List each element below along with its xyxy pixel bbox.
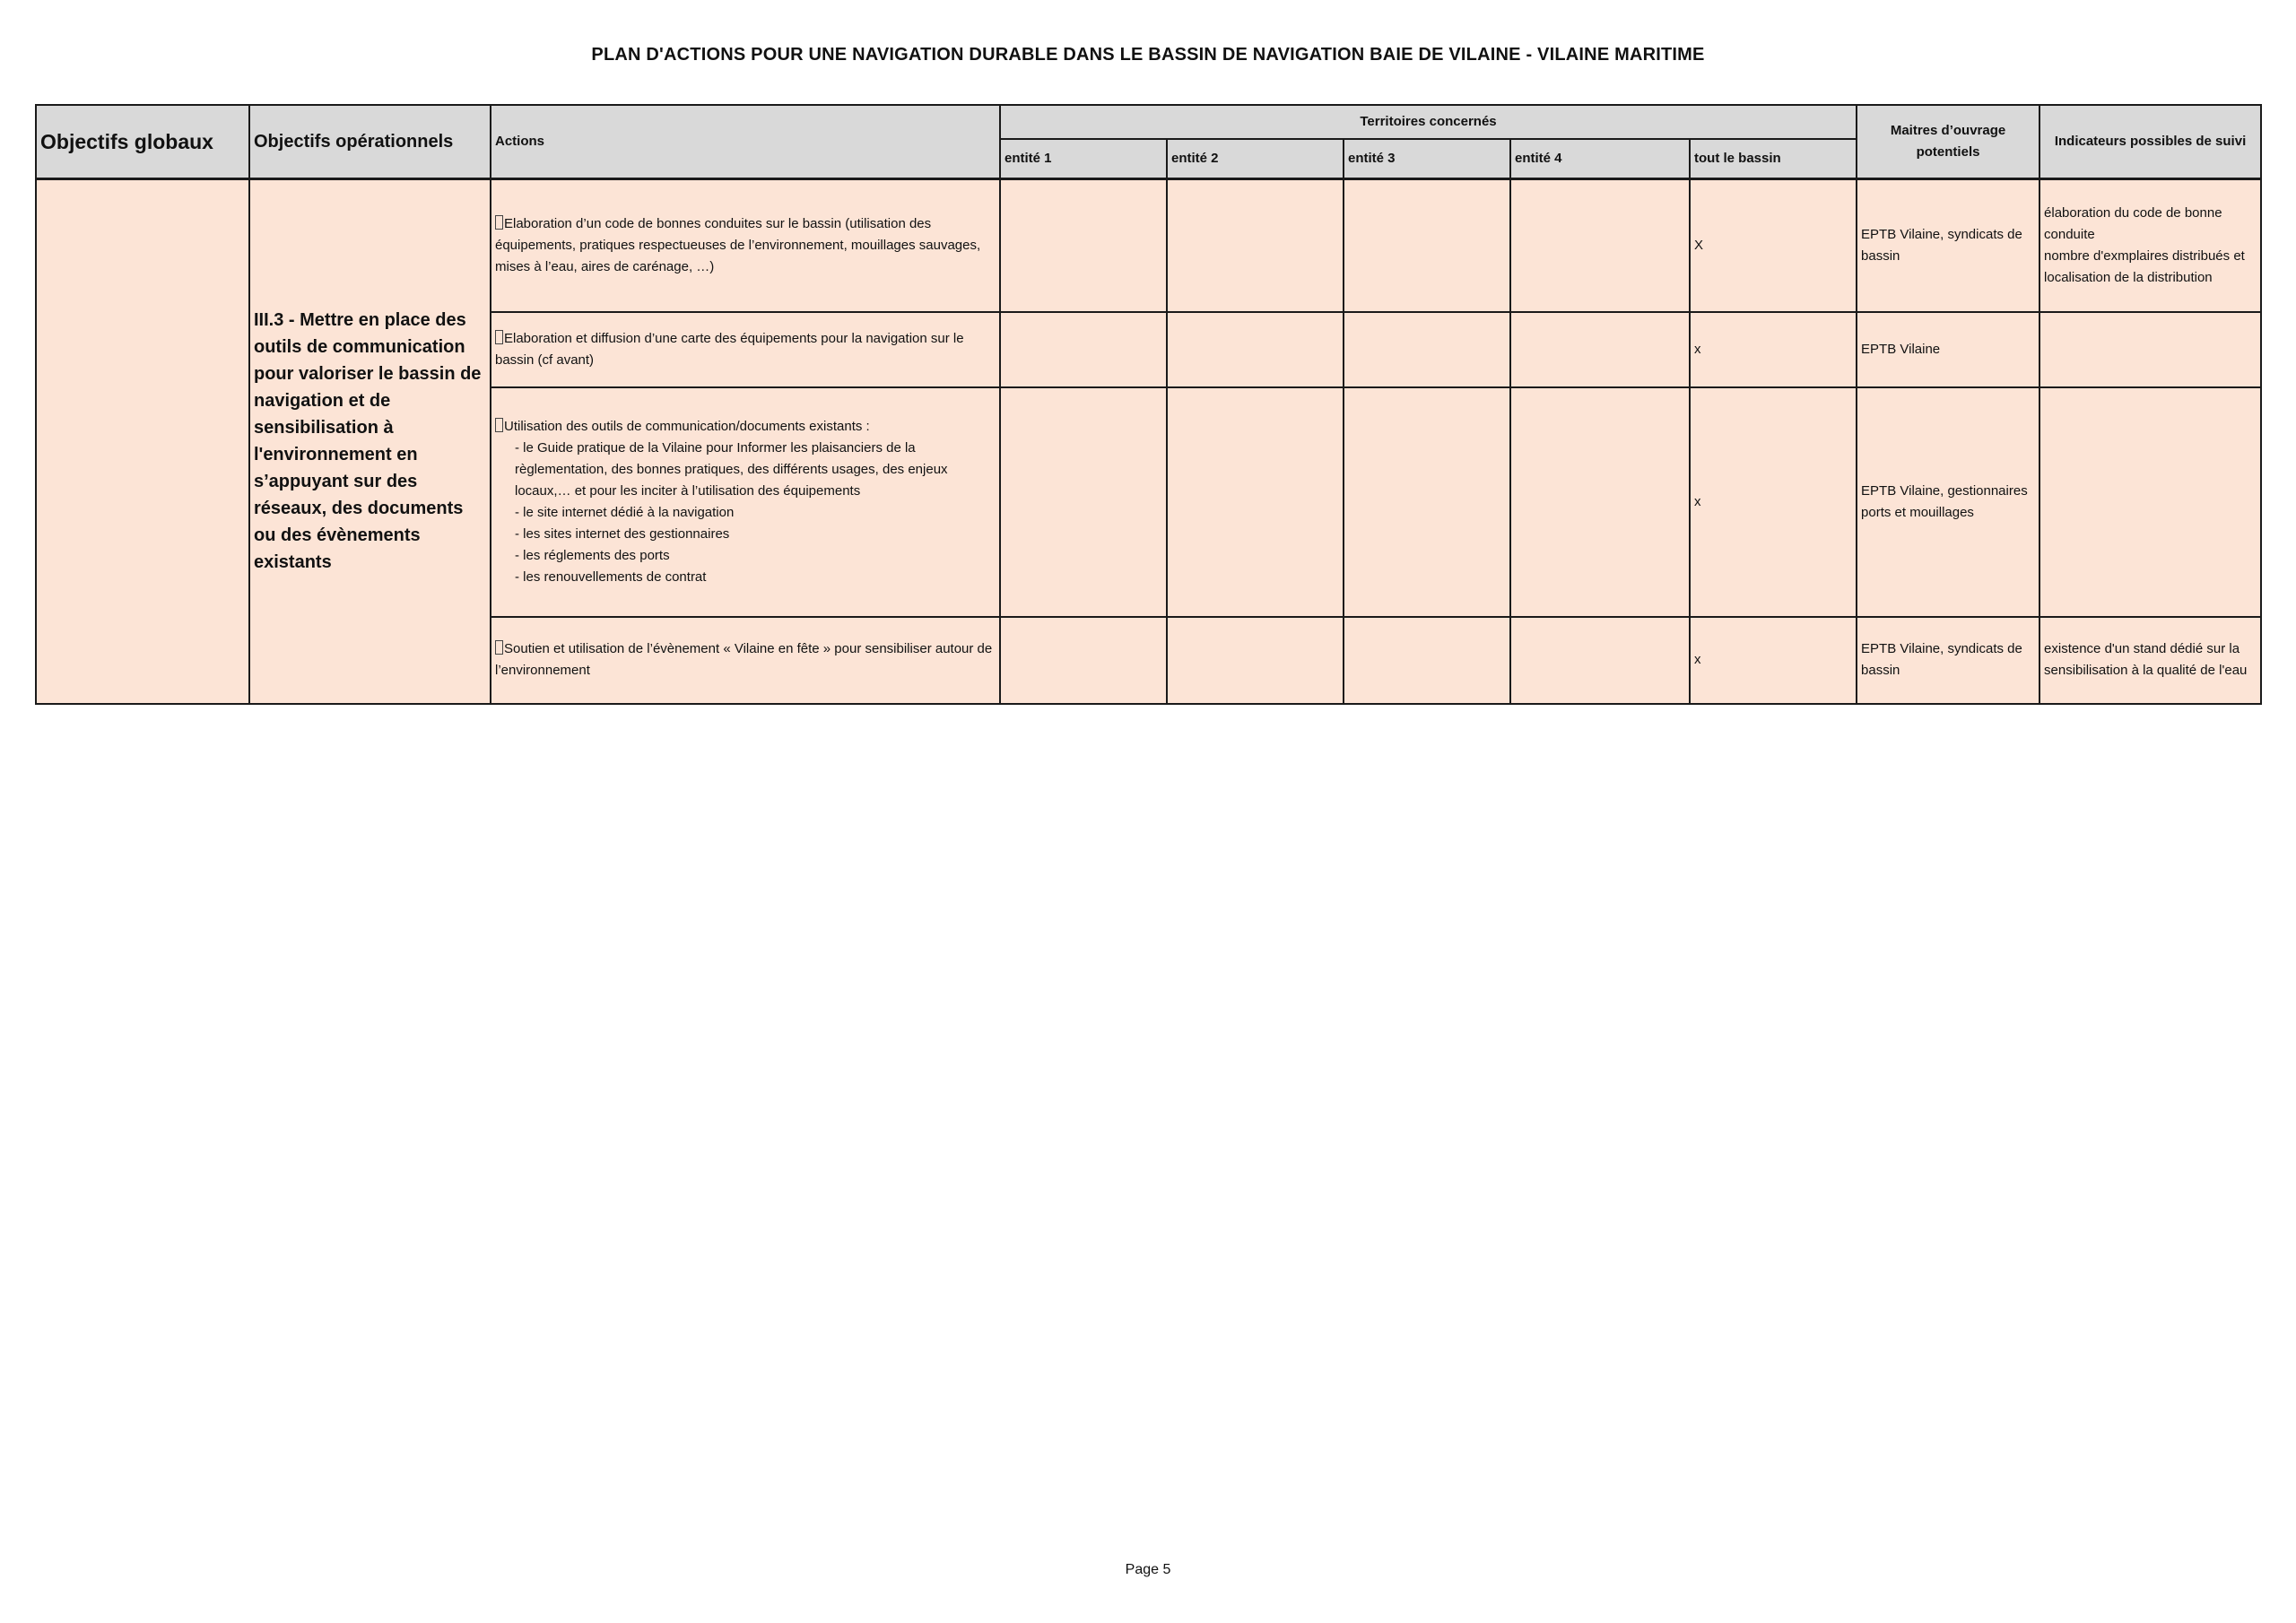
action-plan-table [35,104,2262,705]
indicateurs-cell [2039,387,2261,617]
header-entite-2: entité 2 [1167,139,1344,179]
maitres-cell: EPTB Vilaine, syndicats de bassin [1857,617,2039,704]
header-objectifs-operationnels: Objectifs opérationnels [249,105,491,179]
entite-4-cell [1510,387,1690,617]
header-entite-1: entité 1 [1000,139,1167,179]
maitres-cell: EPTB Vilaine, gestionnaires ports et mouillages [1857,387,2039,617]
indicateurs-cell: élaboration du code de bonne conduite nombre d'exmplaires distribués et localisation de la distribution [2039,179,2261,312]
entite-3-cell [1344,312,1510,387]
entite-4-cell [1510,617,1690,704]
maitres-cell: EPTB Vilaine [1857,312,2039,387]
entite-2-cell [1167,617,1344,704]
entite-3-cell [1344,617,1510,704]
entite-2-cell [1167,387,1344,617]
objectif-global-cell [36,179,249,704]
entite-4-cell [1510,312,1690,387]
indicateurs-cell: existence d'un stand dédié sur la sensibilisation à la qualité de l'eau [2039,617,2261,704]
action-cell: Utilisation des outils de communication/documents existants : - le Guide pratique de la Vilaine pour Informer les plaisanciers de la règlementation, des bonnes pratiques, des différents usages, des enjeux locaux,… et pour les inciter à l’utilisation des équipements - le site internet dédié à la navigation - les sites internet des gestionnaires - les réglements des ports - les renouvellements de contrat [491,387,1000,617]
entite-2-cell [1167,312,1344,387]
entite-2-cell [1167,179,1344,312]
entite-4-cell [1510,179,1690,312]
header-indicateurs: Indicateurs possibles de suivi [2039,105,2261,179]
bullet-icon [495,640,503,655]
header-territoires: Territoires concernés [1000,105,1857,139]
entite-3-cell [1344,179,1510,312]
list-item: - les réglements des ports [515,547,670,563]
header-entite-4: entité 4 [1510,139,1690,179]
indicateurs-cell [2039,312,2261,387]
entite-1-cell [1000,617,1167,704]
entite-3-cell [1344,387,1510,617]
objectif-operationnel-cell: III.3 - Mettre en place des outils de communication pour valoriser le bassin de navigation et de sensibilisation à l'environnement en s’appuyant sur des réseaux, des documents ou des évènements existants [249,179,491,704]
list-item: - les sites internet des gestionnaires [515,525,730,542]
entite-1-cell [1000,179,1167,312]
list-item: - les renouvellements de contrat [515,568,707,585]
header-maitres: Maitres d’ouvrage potentiels [1857,105,2039,179]
bullet-icon [495,330,503,344]
bullet-icon [495,418,503,432]
entite-1-cell [1000,312,1167,387]
table-row [36,179,2261,312]
page-number: Page 5 [1125,1562,1171,1577]
list-item: - le site internet dédié à la navigation [515,504,735,520]
header-actions: Actions [491,105,1000,179]
header-tout-bassin: tout le bassin [1690,139,1857,179]
entite-1-cell [1000,387,1167,617]
bullet-icon [495,215,503,230]
action-cell: Elaboration d’un code de bonnes conduites sur le bassin (utilisation des équipements, pratiques respectueuses de l’environnement, mouillages sauvages, mises à l’eau, aires de carénage, …) [491,179,1000,312]
document-title: PLAN D'ACTIONS POUR UNE NAVIGATION DURABLE DANS LE BASSIN DE NAVIGATION BAIE DE VILAINE - VILAINE MARITIME [591,45,1705,65]
tout-bassin-cell: x [1690,312,1857,387]
maitres-cell: EPTB Vilaine, syndicats de bassin [1857,179,2039,312]
tout-bassin-cell: X [1690,179,1857,312]
list-item: - le Guide pratique de la Vilaine pour Informer les plaisanciers de la règlementation, des bonnes pratiques, des différents usages, des enjeux locaux,… et pour les inciter à l’utilisation des équipements [515,439,948,499]
action-cell: Elaboration et diffusion d’une carte des équipements pour la navigation sur le bassin (cf avant) [491,312,1000,387]
action-cell: Soutien et utilisation de l’évènement « Vilaine en fête » pour sensibiliser autour de l’environnement [491,617,1000,704]
header-entite-3: entité 3 [1344,139,1510,179]
tout-bassin-cell: x [1690,617,1857,704]
tout-bassin-cell: x [1690,387,1857,617]
header-objectifs-globaux: Objectifs globaux [36,105,249,179]
